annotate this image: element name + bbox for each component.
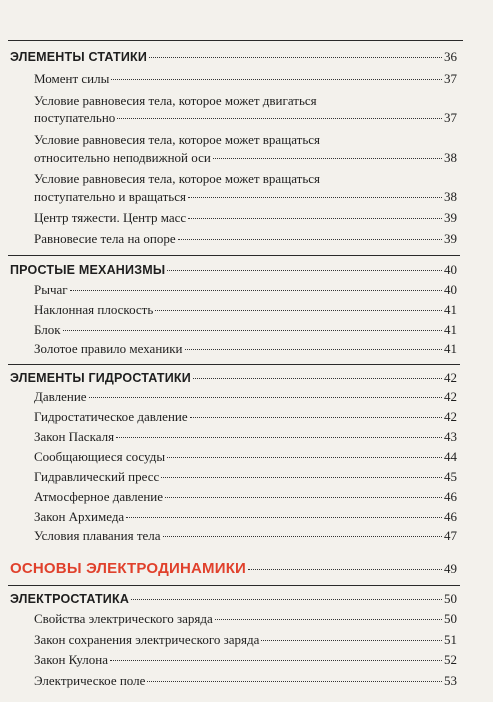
entry-title: Электрическое поле — [34, 673, 146, 688]
leader-dots — [149, 57, 442, 58]
leader-dots — [163, 536, 442, 537]
page-number: 51 — [444, 632, 457, 647]
entry-title-line2: относительно неподвижной оси — [34, 150, 211, 165]
leader-dots — [155, 310, 442, 311]
toc-entry[interactable] — [34, 71, 457, 87]
entry-title-line1: Условие равновесия тела, которое может вращаться — [34, 171, 320, 186]
entry-title: Давление — [34, 389, 87, 404]
section-title: ЭЛЕМЕНТЫ СТАТИКИ — [10, 50, 148, 64]
leader-dots — [167, 457, 442, 458]
page-number: 49 — [444, 561, 457, 576]
section-divider — [8, 255, 460, 256]
entry-title: Центр тяжести. Центр масс — [34, 210, 187, 225]
entry-title-line2: поступательно — [34, 110, 116, 125]
leader-dots — [89, 397, 442, 398]
page-number: 50 — [444, 591, 457, 606]
page-number: 40 — [444, 262, 457, 277]
entry-title: Блок — [34, 322, 61, 337]
leader-dots — [63, 330, 442, 331]
page-number: 40 — [444, 282, 457, 297]
leader-dots — [167, 270, 442, 271]
entry-title: Золотое правило механики — [34, 341, 183, 356]
entry-title: Рычаг — [34, 282, 68, 297]
toc-entry[interactable] — [34, 282, 457, 298]
page-number: 38 — [444, 150, 457, 165]
page-number: 53 — [444, 673, 457, 688]
toc-section-mechanisms[interactable] — [10, 262, 457, 278]
entry-title: Закон сохранения электрического заряда — [34, 632, 260, 647]
leader-dots — [161, 477, 442, 478]
page-number: 44 — [444, 449, 457, 464]
toc-entry[interactable] — [34, 449, 457, 465]
entry-title-line1: Условие равновесия тела, которое может двигаться — [34, 93, 317, 108]
page-number: 39 — [444, 231, 457, 246]
leader-dots — [215, 619, 442, 620]
toc-entry[interactable] — [34, 389, 457, 405]
section-divider — [8, 364, 460, 365]
toc-entry[interactable] — [34, 231, 457, 247]
toc-chapter-electrodynamics[interactable] — [10, 561, 457, 577]
leader-dots — [70, 290, 442, 291]
leader-dots — [147, 681, 442, 682]
chapter-title: ОСНОВЫ ЭЛЕКТРОДИНАМИКИ — [10, 560, 247, 577]
toc-entry[interactable] — [34, 110, 457, 126]
leader-dots — [178, 239, 442, 240]
page-number: 41 — [444, 341, 457, 356]
page-number: 37 — [444, 110, 457, 125]
toc-entry[interactable] — [34, 210, 457, 226]
leader-dots — [190, 417, 442, 418]
entry-title: Закон Паскаля — [34, 429, 115, 444]
page-number: 39 — [444, 210, 457, 225]
toc-section-hydrostatics[interactable] — [10, 370, 457, 386]
entry-title: Атмосферное давление — [34, 489, 164, 504]
leader-dots — [193, 378, 442, 379]
toc-entry[interactable] — [34, 489, 457, 505]
section-title: ЭЛЕКТРОСТАТИКА — [10, 592, 130, 606]
leader-dots — [188, 218, 442, 219]
entry-title: Свойства электрического заряда — [34, 611, 213, 626]
toc-entry[interactable] — [34, 509, 457, 525]
toc-entry[interactable] — [34, 341, 457, 357]
leader-dots — [111, 79, 442, 80]
page-number: 50 — [444, 611, 457, 626]
page-number: 46 — [444, 489, 457, 504]
entry-title: Наклонная плоскость — [34, 302, 154, 317]
toc-entry[interactable] — [34, 469, 457, 485]
entry-title: Гидростатическое давление — [34, 409, 188, 424]
entry-title: Сообщающиеся сосуды — [34, 449, 166, 464]
page-number: 41 — [444, 302, 457, 317]
entry-title: Закон Архимеда — [34, 509, 125, 524]
page-number: 43 — [444, 429, 457, 444]
page-number: 42 — [444, 389, 457, 404]
toc-entry[interactable] — [34, 150, 457, 166]
top-rule — [8, 40, 463, 41]
leader-dots — [110, 660, 442, 661]
page-number: 45 — [444, 469, 457, 484]
toc-entry[interactable] — [34, 189, 457, 205]
page-number: 42 — [444, 370, 457, 385]
entry-title-line2: поступательно и вращаться — [34, 189, 186, 204]
section-title: ЭЛЕМЕНТЫ ГИДРОСТАТИКИ — [10, 371, 191, 385]
leader-dots — [116, 437, 442, 438]
page-number: 42 — [444, 409, 457, 424]
toc-entry[interactable] — [34, 673, 457, 689]
toc-entry[interactable] — [34, 429, 457, 445]
leader-dots — [117, 118, 442, 119]
leader-dots — [213, 158, 442, 159]
page-number: 46 — [444, 509, 457, 524]
leader-dots — [165, 497, 442, 498]
toc-section-electrostatics[interactable] — [10, 591, 457, 607]
page-number: 47 — [444, 528, 457, 543]
leader-dots — [188, 197, 442, 198]
leader-dots — [185, 349, 442, 350]
toc-entry[interactable] — [34, 322, 457, 338]
toc-entry[interactable] — [34, 302, 457, 318]
section-divider — [8, 585, 460, 586]
entry-title: Гидравлический пресс — [34, 469, 160, 484]
section-title: ПРОСТЫЕ МЕХАНИЗМЫ — [10, 263, 166, 277]
leader-dots — [131, 599, 442, 600]
entry-title: Равновесие тела на опоре — [34, 231, 176, 246]
page-number: 38 — [444, 189, 457, 204]
entry-title: Момент силы — [34, 71, 110, 86]
entry-title: Условия плавания тела — [34, 528, 161, 543]
toc-entry[interactable] — [34, 652, 457, 668]
page-number: 52 — [444, 652, 457, 667]
page-number: 36 — [444, 49, 457, 64]
leader-dots — [126, 517, 442, 518]
toc-entry[interactable] — [34, 632, 457, 648]
entry-title-line1: Условие равновесия тела, которое может вращаться — [34, 132, 320, 147]
toc-entry[interactable] — [34, 528, 457, 544]
leader-dots — [261, 640, 442, 641]
toc-entry[interactable] — [34, 409, 457, 425]
page-number: 37 — [444, 71, 457, 86]
toc-entry[interactable] — [34, 611, 457, 627]
page-number: 41 — [444, 322, 457, 337]
entry-title: Закон Кулона — [34, 652, 108, 667]
toc-section-statics[interactable] — [10, 49, 457, 65]
leader-dots — [248, 569, 442, 570]
